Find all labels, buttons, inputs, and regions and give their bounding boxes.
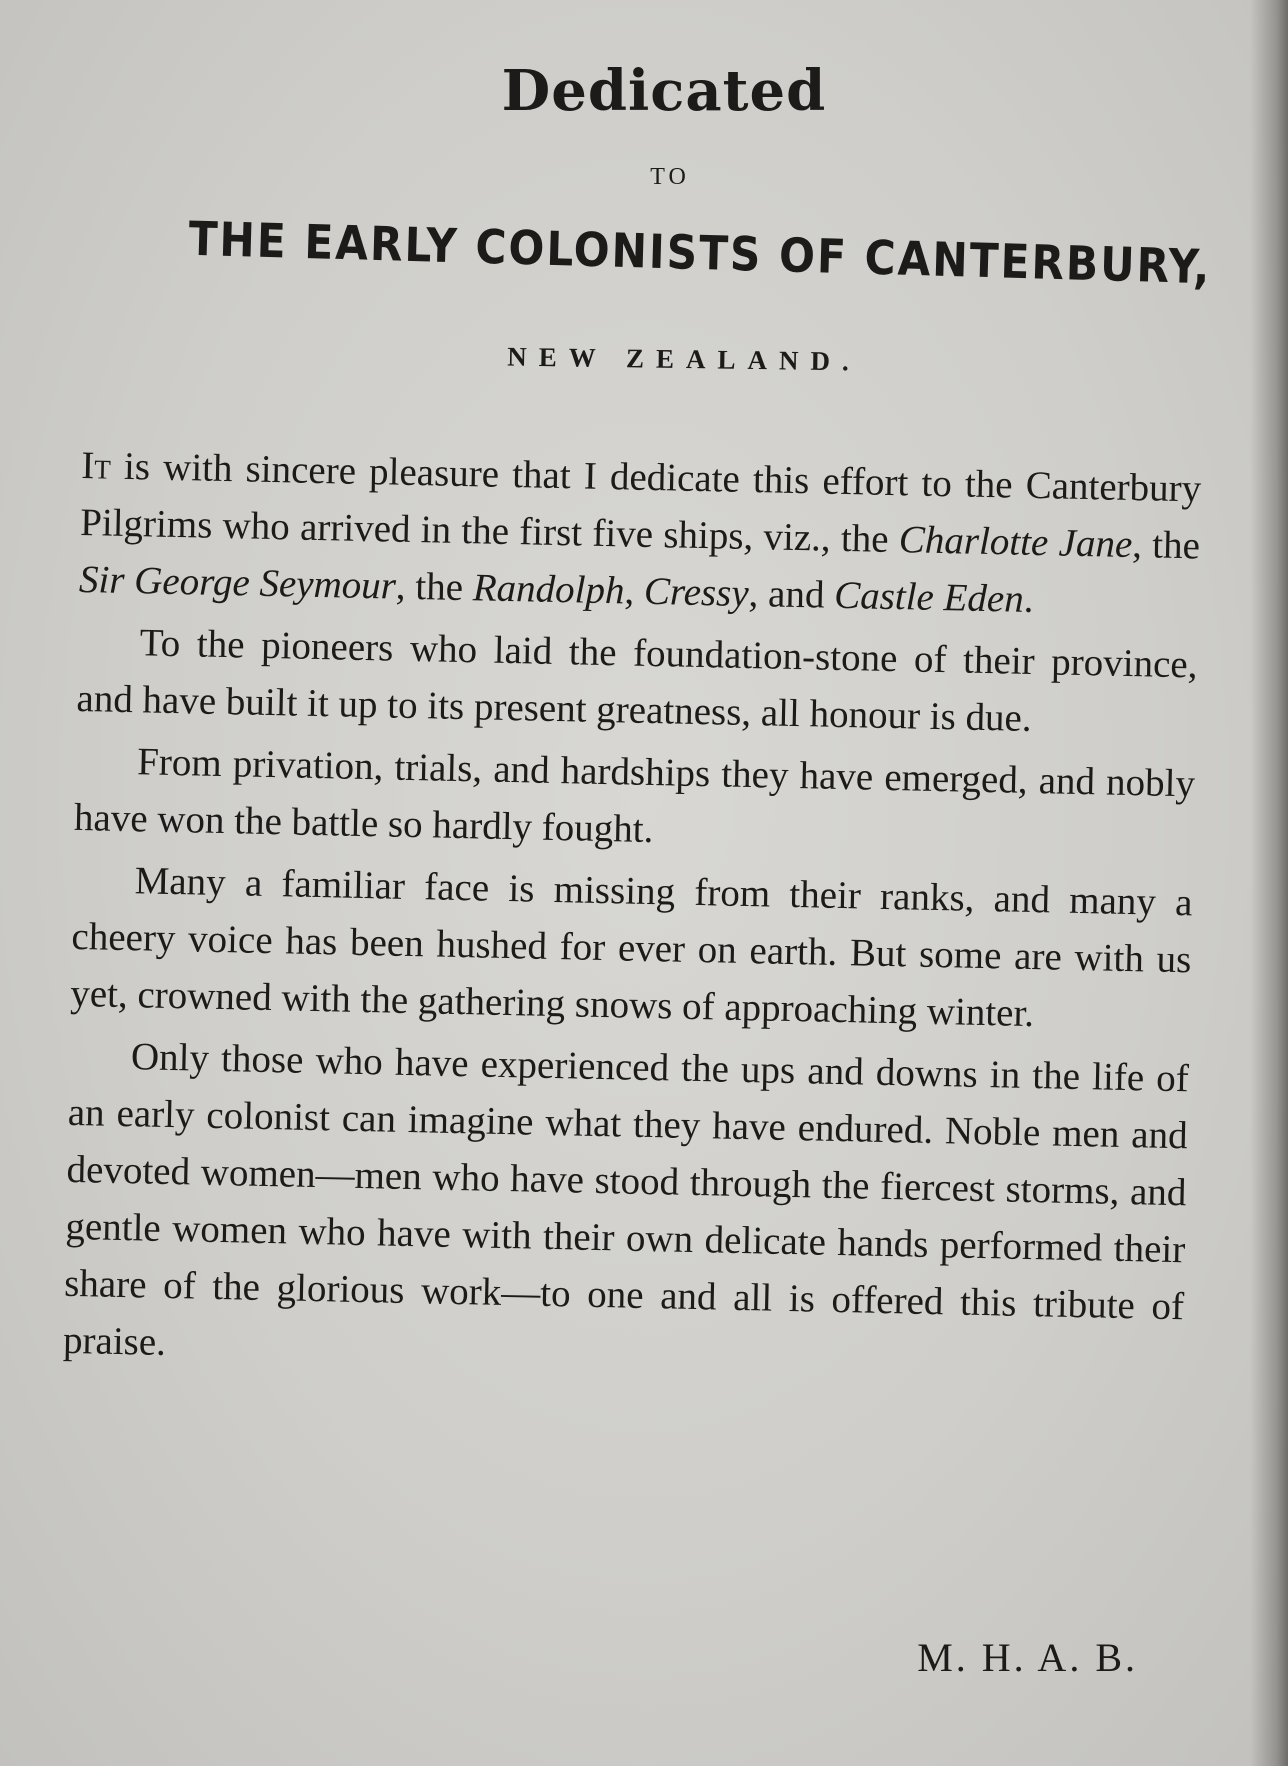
dedication-body	[62, 437, 1201, 1397]
ship-name: Castle Eden	[833, 573, 1025, 621]
paragraph-2: To the pioneers who laid the foundation-stone of their province, and have built it up to its present greatness, all honour is due.	[76, 621, 1198, 740]
ship-name: Cressy	[643, 569, 750, 615]
paragraph-1-text-c: , the	[395, 564, 474, 610]
paragraph-3: From privation, trials, and hardships they have emerged, and nobly have won the battle so hardly fought.	[73, 740, 1196, 852]
paragraph-4: Many a familiar face is missing from their ranks, and many a cheery voice has been hushed for ever on earth. But some are with us yet, crowned with the gathering snows of approaching winter.	[69, 859, 1193, 1036]
paragraph-1-text-e: , and	[748, 572, 835, 617]
dedication-title: THE EARLY COLONISTS OF CANTERBURY,	[187, 211, 1213, 296]
ship-name: Sir George Seymour	[78, 557, 397, 608]
paragraph-1-text-f: .	[1023, 577, 1034, 621]
paragraph-1	[78, 437, 1201, 631]
paragraph-1-text-d: ,	[624, 569, 645, 613]
paragraph-5: Only those who have experienced the ups and downs in the life of an early colonist can imagine what they have endured. Noble men and devoted women—men who have stood through the fiercest storms, and gentle women who have with their own delicate hands performed their share of the glorious work—to one and all is offered this tribute of praise.	[62, 1035, 1190, 1364]
to-line: TO	[650, 164, 690, 190]
paragraph-1-text-b: , the	[1131, 523, 1201, 568]
ship-name: Charlotte Jane	[898, 518, 1133, 567]
signature-initials: M. H. A. B.	[917, 1635, 1138, 1680]
dedication-heading: Dedicated	[501, 58, 827, 124]
ship-name: Randolph	[472, 566, 625, 613]
opening-word: It	[80, 443, 112, 488]
dedication-subtitle: NEW ZEALAND.	[507, 341, 861, 377]
paragraph-1-text-a: is with sincere pleasure that I dedicate this effort to the Canterbury Pilgrims who arrived in the first five ships, viz., the	[79, 444, 1202, 562]
